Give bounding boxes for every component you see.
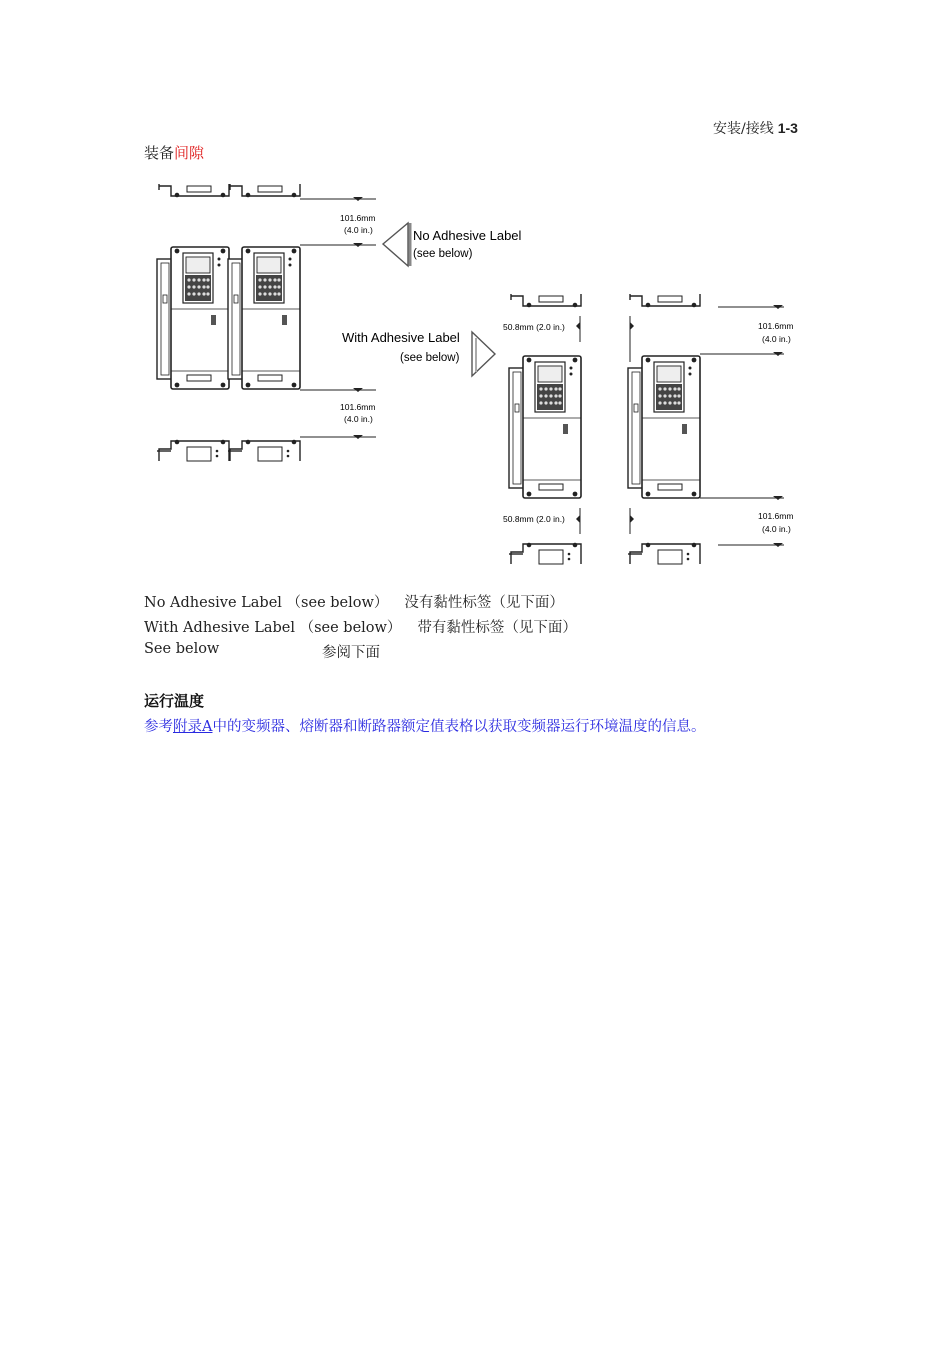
- clearance-diagram: [140, 176, 820, 568]
- legend-zh: 带有黏性标签（见下面）: [417, 620, 577, 636]
- legend-row: [144, 616, 577, 637]
- section-title-highlight: 间隙: [174, 144, 205, 162]
- temperature-paragraph: [144, 715, 705, 736]
- section-title-normal: 装备: [144, 144, 175, 162]
- dim-label-side: 50.8mm (2.0 in.): [503, 514, 565, 524]
- drive-stub-top: [630, 294, 700, 307]
- drive-unit: [228, 247, 300, 389]
- dim-label-inch: (4.0 in.): [762, 524, 791, 534]
- dim-label: 101.6mm: [340, 213, 376, 223]
- dim-label-inch: (4.0 in.): [344, 414, 373, 424]
- callout-no-adhesive-note: (see below): [413, 248, 473, 260]
- drive-unit: [628, 356, 700, 498]
- drive-stub-bottom: [228, 440, 300, 461]
- legend-zh: 参阅下面: [322, 645, 380, 661]
- temperature-suffix: 中的变频器、熔断器和断路器额定值表格以获取变频器运行环境温度的信息。: [212, 719, 706, 735]
- legend-zh: 没有黏性标签（见下面）: [404, 595, 564, 611]
- drive-stub-top: [159, 184, 229, 197]
- dim-label-inch: (4.0 in.): [762, 334, 791, 344]
- dim-label: 101.6mm: [758, 321, 794, 331]
- drive-unit: [509, 356, 581, 498]
- dim-label: 101.6mm: [340, 402, 376, 412]
- header-section: 安装/接线: [713, 121, 774, 137]
- dim-label-inch: (4.0 in.): [344, 225, 373, 235]
- legend-row: [144, 591, 564, 612]
- callout-no-adhesive: No Adhesive Label: [413, 228, 522, 243]
- drive-stub-bottom: [157, 440, 229, 461]
- callout-with-adhesive-note: (see below): [400, 352, 460, 364]
- drive-stub-bottom: [509, 543, 581, 564]
- temperature-heading: 运行温度: [144, 692, 205, 710]
- drive-unit: [157, 247, 229, 389]
- page-header: [713, 118, 798, 138]
- temperature-prefix: 参考: [144, 719, 173, 735]
- drive-stub-top: [511, 294, 581, 307]
- callout-arrow-left: [383, 223, 408, 266]
- legend-en: With Adhesive Label （see below）: [144, 620, 402, 636]
- legend-row: [144, 641, 380, 661]
- dim-label: 101.6mm: [758, 511, 794, 521]
- drive-stub-bottom: [628, 543, 700, 564]
- dim-label-side: 50.8mm (2.0 in.): [503, 322, 565, 332]
- appendix-a-link[interactable]: 附录A: [173, 719, 213, 735]
- drive-stub-top: [230, 184, 300, 197]
- section-title: [144, 142, 204, 163]
- legend-en: See below: [144, 641, 220, 657]
- legend-en: No Adhesive Label （see below）: [144, 595, 389, 611]
- callout-with-adhesive: With Adhesive Label: [342, 330, 460, 345]
- page-number: 1-3: [777, 120, 798, 136]
